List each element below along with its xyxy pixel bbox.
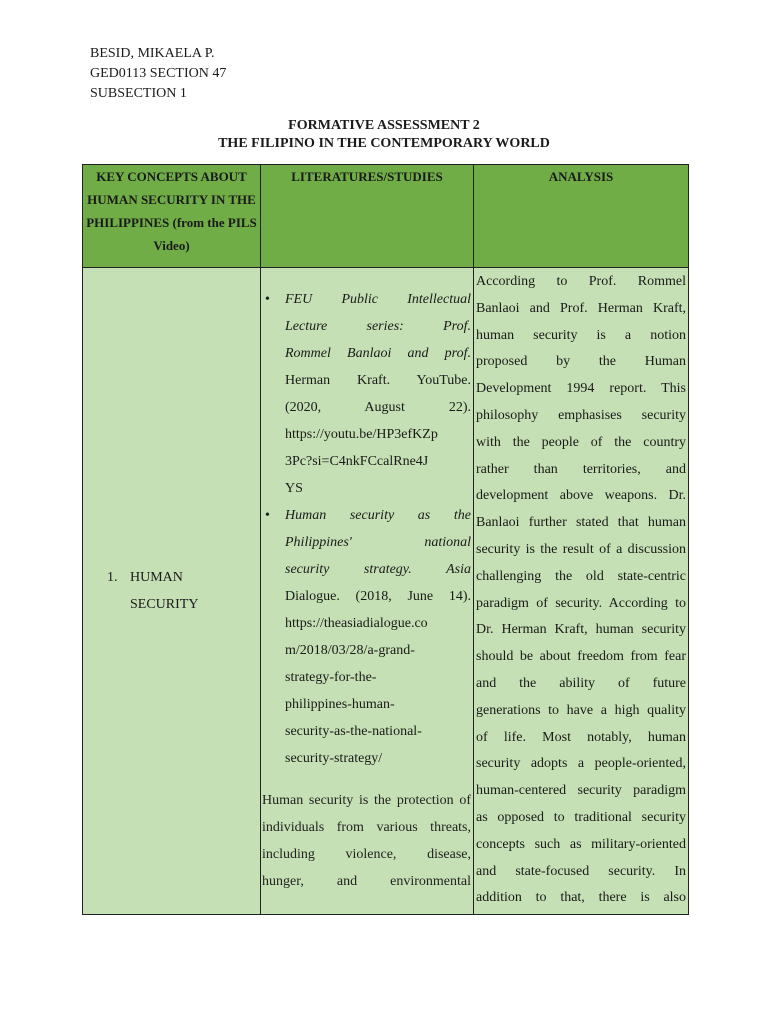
document-title: FORMATIVE ASSESSMENT 2 (288, 118, 480, 133)
analysis-line: According to Prof. Rommel (476, 274, 686, 289)
subsection: SUBSECTION 1 (90, 86, 187, 101)
summary-line: Human security is the protection of (262, 793, 471, 808)
table-row (83, 268, 689, 915)
analysis-line: human security is a notion (476, 327, 686, 343)
analysis-line: Banlaoi further stated that human (476, 515, 686, 531)
column-header-analysis: ANALYSIS (474, 165, 689, 268)
ref-url-line: https://youtu.be/HP3efKZp (285, 427, 438, 442)
ref-url-line: security-as-the-national- (285, 724, 422, 739)
bullet-icon: • (265, 292, 270, 307)
reference-list (265, 286, 471, 772)
analysis-text (476, 269, 686, 912)
analysis-line: Dr. Herman Kraft, human security (476, 622, 686, 638)
summary-line: individuals from various threats, (262, 820, 471, 835)
document-subtitle: THE FILIPINO IN THE CONTEMPORARY WORLD (218, 136, 550, 151)
ref-line: FEU Public Intellectual (285, 292, 471, 307)
bullet-icon: • (265, 508, 270, 523)
concept-label-line2: SECURITY (130, 597, 199, 612)
analysis-line: security is the result of a discussion (476, 541, 686, 557)
reference-item (265, 286, 471, 502)
analysis-line: Banlaoi and Prof. Herman Kraft, (476, 300, 686, 316)
analysis-line: rather than territories, and (476, 461, 686, 477)
analysis-line: with the people of the country (476, 434, 686, 450)
ref-line: Lecture series: Prof. (285, 319, 471, 334)
reference-item (265, 502, 471, 772)
ref-line: security strategy. Asia (285, 562, 471, 577)
analysis-line: as opposed to traditional security (476, 809, 686, 825)
literature-summary (262, 787, 471, 895)
analysis-line: addition to that, there is also (476, 890, 686, 906)
summary-line: hunger, and environmental (262, 874, 471, 889)
concept-cell (83, 268, 261, 915)
ref-line: Rommel Banlaoi and prof. (285, 346, 471, 361)
analysis-line: should be about freedom from fear (476, 649, 686, 665)
assessment-table (82, 164, 689, 915)
analysis-line: challenging the old state-centric (476, 568, 686, 584)
analysis-line: human-centered security paradigm (476, 783, 686, 799)
analysis-line: and the ability of future (476, 675, 686, 691)
ref-line: Herman Kraft. YouTube. (285, 373, 471, 388)
student-header (90, 44, 226, 104)
ref-url-line: YS (285, 481, 303, 496)
ref-line: Philippines' national (285, 535, 471, 550)
analysis-line: and state-focused security. In (476, 863, 686, 879)
summary-line: including violence, disease, (262, 847, 471, 862)
ref-line: Dialogue. (2018, June 14). (285, 589, 471, 604)
ref-url-line: 3Pc?si=C4nkFCcalRne4J (285, 454, 429, 469)
concept-item (107, 564, 198, 618)
analysis-line: paradigm of security. According to (476, 595, 686, 611)
analysis-line: concepts such as military-oriented (476, 836, 686, 852)
analysis-line: Development 1994 report. This (476, 381, 686, 397)
analysis-line: development above weapons. Dr. (476, 488, 686, 504)
ref-url-line: security-strategy/ (285, 751, 383, 766)
ref-url-line: strategy-for-the- (285, 670, 377, 685)
column-header-literatures: LITERATURES/STUDIES (261, 165, 474, 268)
student-name: BESID, MIKAELA P. (90, 46, 215, 61)
analysis-line: generations to have a high quality (476, 702, 686, 718)
concept-number: 1. (107, 570, 118, 585)
course-section: GED0113 SECTION 47 (90, 66, 227, 81)
analysis-cell (474, 268, 689, 915)
column-header-key-concepts: KEY CONCEPTS ABOUT HUMAN SECURITY IN THE PHILIPPINES (from the PILS Video) (83, 165, 261, 268)
analysis-line: proposed by the Human (476, 354, 686, 370)
ref-url-line: https://theasiadialogue.co (285, 616, 428, 631)
ref-line: (2020, August 22). (285, 400, 471, 415)
ref-line: Human security as the (285, 508, 471, 523)
analysis-line: of life. Most notably, human (476, 729, 686, 745)
ref-url-line: m/2018/03/28/a-grand- (285, 643, 415, 658)
analysis-line: security adopts a people-oriented, (476, 756, 686, 772)
ref-url-line: philippines-human- (285, 697, 395, 712)
analysis-line: philosophy emphasises security (476, 407, 686, 423)
literature-cell (261, 268, 474, 915)
concept-label-line1: HUMAN (130, 570, 183, 585)
